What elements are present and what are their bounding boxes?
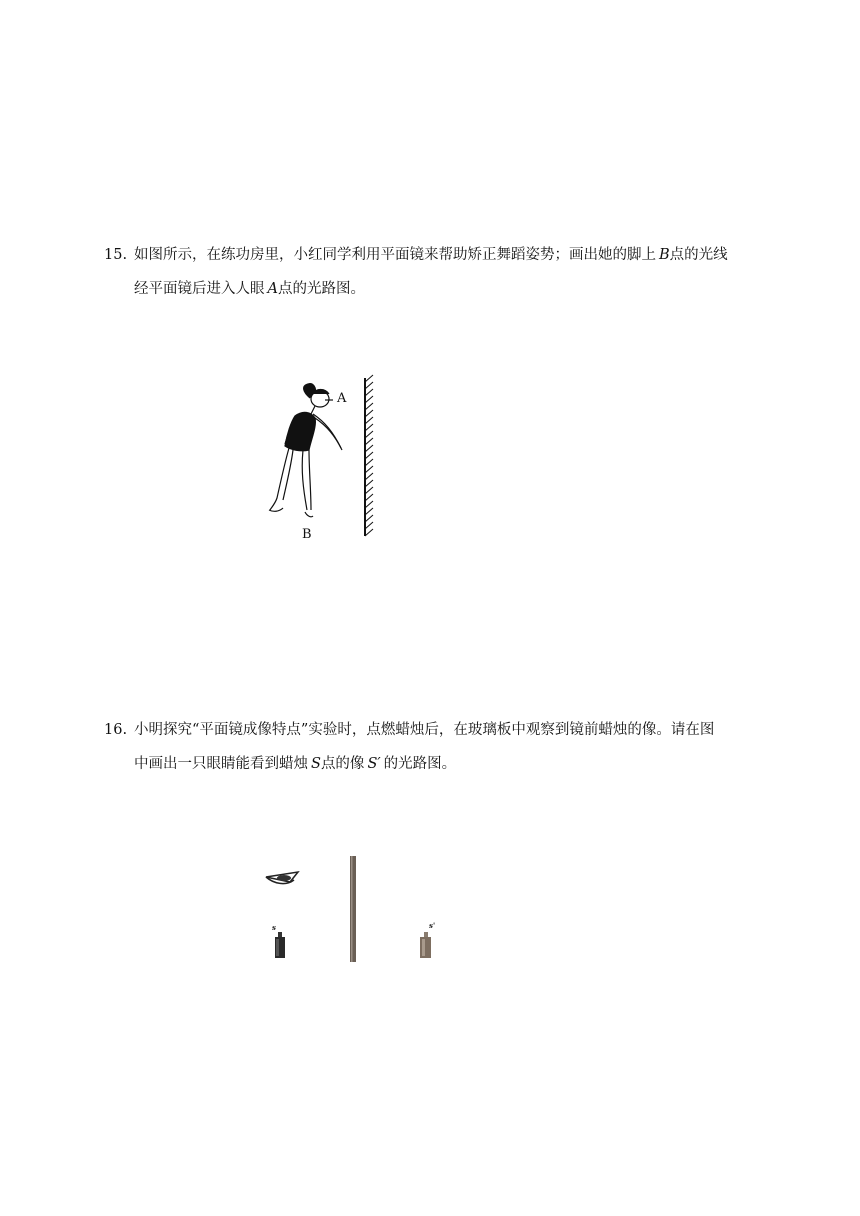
- glass-plate: [350, 856, 356, 962]
- question-text: 点的光线: [669, 247, 728, 263]
- dancer-mirror-figure: [255, 370, 390, 545]
- question-text: 的光路图。: [383, 756, 457, 772]
- plane-mirror: [365, 375, 373, 536]
- question-16-line-1: [104, 713, 764, 747]
- question-number: 16.: [104, 722, 128, 738]
- eye-icon: [266, 872, 298, 884]
- question-text: 经平面镜后进入人眼: [134, 281, 265, 297]
- candle-icon: [272, 923, 285, 958]
- image-point-label: S′: [367, 756, 381, 772]
- candle-mirror-figure: [262, 852, 452, 967]
- question-text: 如图所示，在练功房里，小红同学利用平面镜来帮助矫正舞蹈姿势；画出她的脚上: [134, 247, 656, 263]
- question-text: 小明探究“平面镜成像特点”实验时，点燃蜡烛后，在玻璃板中观察到镜前蜡烛的像。请在图: [134, 722, 715, 738]
- question-16: [104, 713, 764, 781]
- candle-image-icon: [420, 921, 435, 958]
- dancer-figure: [269, 384, 342, 517]
- question-16-line-2: [104, 747, 764, 781]
- question-15: [104, 238, 764, 306]
- point-label: B: [659, 247, 670, 263]
- label-a: A: [337, 391, 347, 406]
- question-text: 中画出一只眼睛能看到蜡烛: [134, 756, 308, 772]
- label-b: B: [302, 527, 312, 542]
- label-s: s: [272, 923, 276, 932]
- question-15-line-2: [104, 272, 764, 306]
- question-text: 点的像: [320, 756, 365, 772]
- question-text: 点的光路图。: [277, 281, 365, 297]
- label-s-image: s': [429, 921, 436, 930]
- question-15-line-1: [104, 238, 764, 272]
- point-label: A: [267, 281, 278, 297]
- point-label: S: [311, 756, 321, 772]
- question-number: 15.: [104, 247, 128, 263]
